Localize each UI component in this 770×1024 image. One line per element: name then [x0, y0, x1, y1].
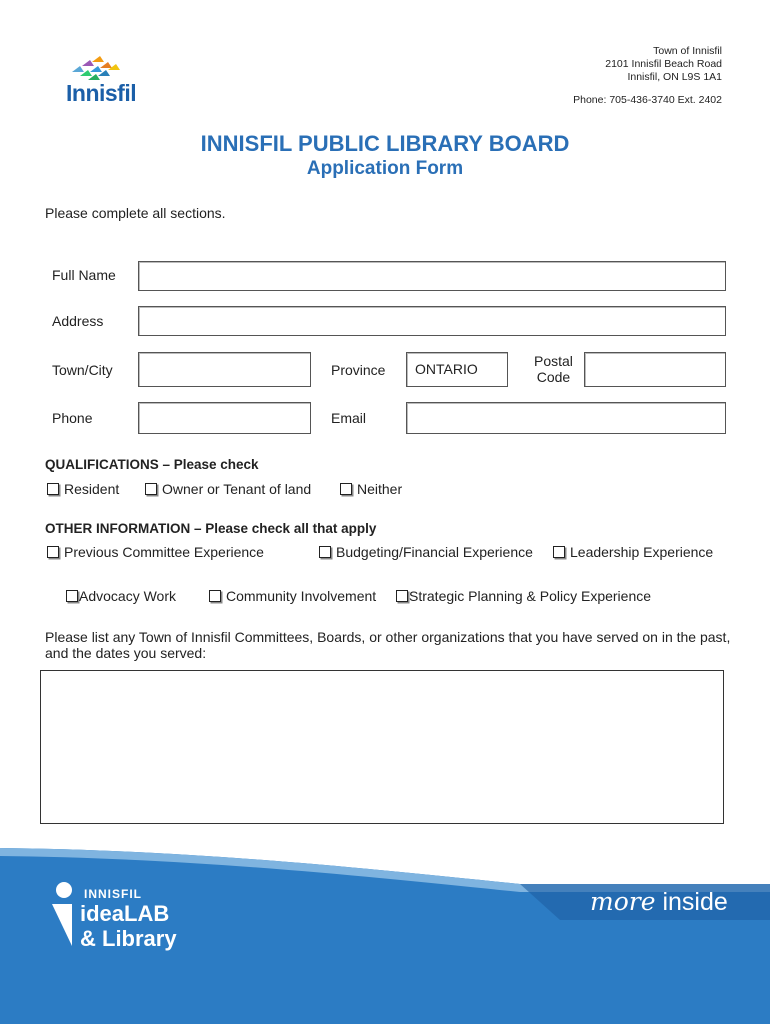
- email-field[interactable]: [406, 402, 726, 434]
- province-label: Province: [331, 362, 386, 378]
- full-name-field[interactable]: [138, 261, 726, 291]
- checkbox-icon[interactable]: [340, 483, 352, 495]
- postal-code-label: [534, 353, 573, 385]
- full-name-label: Full Name: [52, 267, 116, 283]
- phone-line: Phone: 705-436-3740 Ext. 2402: [573, 94, 722, 106]
- address-block: [573, 45, 722, 107]
- address-line: Town of Innisfil: [653, 45, 722, 57]
- option-label: Budgeting/Financial Experience: [336, 544, 533, 560]
- page-subtitle: Application Form: [306, 158, 464, 179]
- page-title: INNISFIL PUBLIC LIBRARY BOARD: [200, 131, 570, 156]
- idealab-person-icon: [50, 880, 74, 948]
- option-label: Neither: [357, 481, 403, 497]
- town-label: Town/City: [52, 362, 113, 378]
- town-field[interactable]: [138, 352, 311, 387]
- checkbox-committee-experience[interactable]: [47, 544, 264, 560]
- phone-field[interactable]: [138, 402, 311, 434]
- province-field[interactable]: [406, 352, 508, 387]
- checkbox-icon[interactable]: [553, 546, 565, 558]
- checkbox-icon[interactable]: [66, 590, 78, 602]
- checkbox-icon[interactable]: [396, 590, 408, 602]
- option-label: Advocacy Work: [79, 588, 176, 604]
- tagline-rest: inside: [655, 888, 728, 916]
- checkbox-leadership[interactable]: [553, 544, 713, 560]
- checkbox-budgeting[interactable]: [319, 544, 533, 560]
- committees-textarea[interactable]: [40, 670, 724, 824]
- committees-prompt: [45, 629, 735, 661]
- address-line: Innisfil, ON L9S 1A1: [627, 71, 722, 83]
- email-label: Email: [331, 410, 367, 426]
- option-label: Previous Committee Experience: [64, 544, 264, 560]
- phone-label: Phone: [52, 410, 93, 426]
- checkbox-icon[interactable]: [47, 546, 59, 558]
- checkbox-neither[interactable]: [340, 481, 402, 497]
- address-line: 2101 Innisfil Beach Road: [605, 58, 722, 70]
- footer-brand-library: & Library: [80, 926, 177, 951]
- postal-code-field[interactable]: [584, 352, 726, 387]
- footer-tagline: [590, 887, 728, 917]
- address-field[interactable]: [138, 306, 726, 336]
- footer-brand-small: INNISFIL: [84, 887, 142, 901]
- checkbox-icon[interactable]: [47, 483, 59, 495]
- qualifications-heading: QUALIFICATIONS – Please check: [45, 457, 259, 472]
- prompt-line: and the dates you served:: [45, 645, 207, 661]
- province-value: ONTARIO: [415, 361, 478, 377]
- checkbox-owner-tenant[interactable]: [145, 481, 311, 497]
- checkbox-icon[interactable]: [145, 483, 157, 495]
- option-label: Leadership Experience: [570, 544, 714, 560]
- logo-wordmark: Innisfil: [66, 80, 137, 106]
- other-info-heading: OTHER INFORMATION – Please check all that apply: [45, 521, 377, 536]
- postal-label-line: Code: [536, 369, 571, 385]
- checkbox-icon[interactable]: [209, 590, 221, 602]
- prompt-line: Please list any Town of Innisfil Committees, Boards, or other organizations that you have served on in the past,: [45, 629, 731, 645]
- option-label: Owner or Tenant of land: [162, 481, 312, 497]
- footer-brand-idealab: ideaLAB: [80, 901, 170, 926]
- checkbox-resident[interactable]: [47, 481, 119, 497]
- address-label: Address: [52, 313, 104, 329]
- checkbox-strategic-planning[interactable]: [396, 588, 651, 604]
- option-label: Community Involvement: [226, 588, 377, 604]
- tagline-script: more: [590, 887, 656, 916]
- option-label: Strategic Planning & Policy Experience: [409, 588, 652, 604]
- instructions: Please complete all sections.: [45, 205, 226, 221]
- checkbox-community[interactable]: [209, 588, 376, 604]
- checkbox-icon[interactable]: [319, 546, 331, 558]
- postal-label-line: Postal: [534, 353, 573, 369]
- checkbox-advocacy[interactable]: [66, 588, 176, 604]
- option-label: Resident: [64, 481, 120, 497]
